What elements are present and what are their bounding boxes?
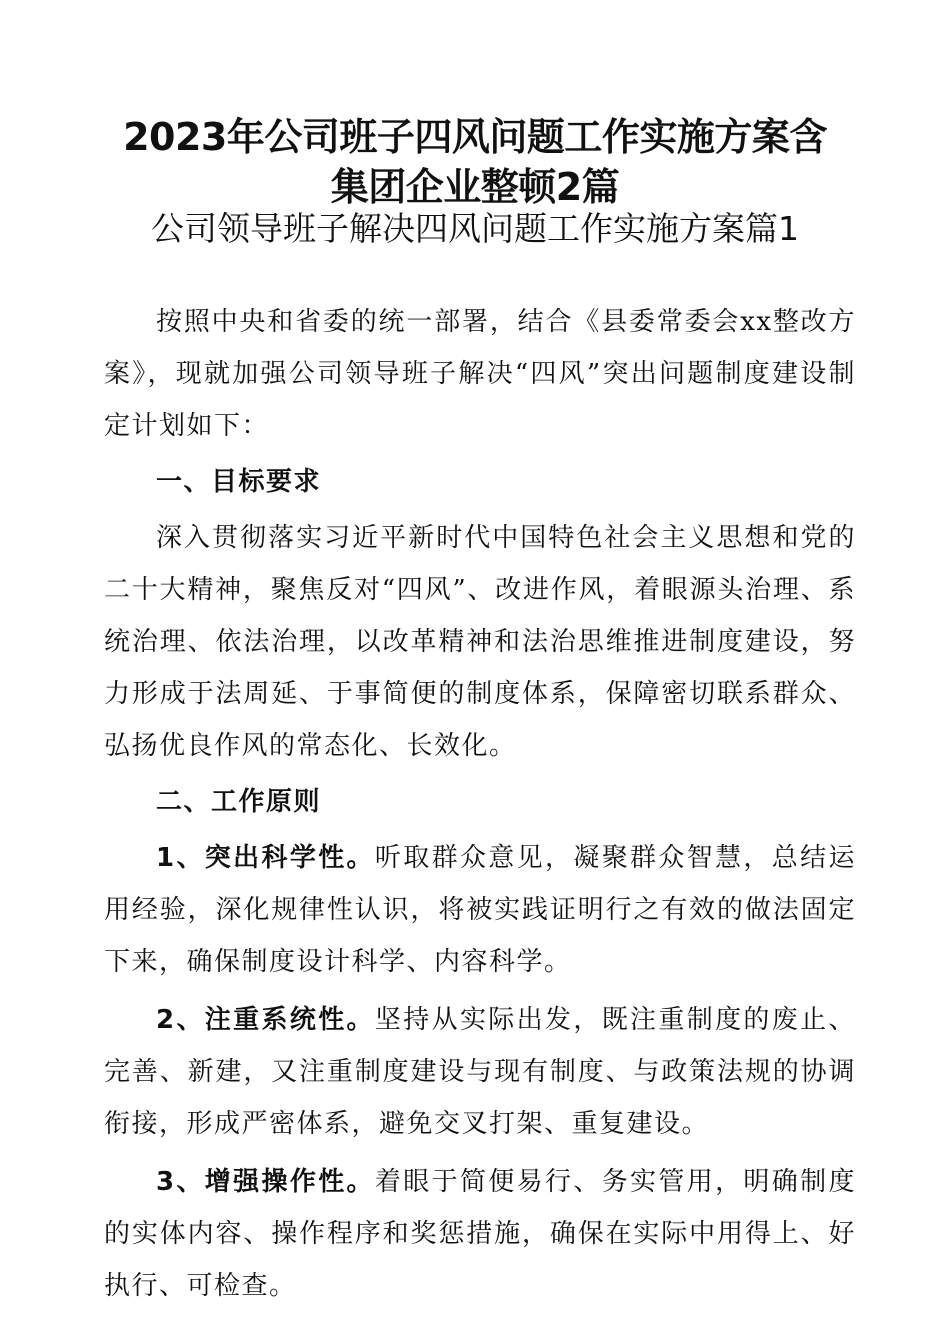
principle-item-1-lead: 1、突出科学性。 bbox=[156, 843, 375, 873]
principle-item-1 bbox=[104, 832, 856, 988]
document-title-line-2: 集团企业整顿2篇 bbox=[330, 165, 620, 209]
principle-item-2-text: 坚持从实际出发，既注重制度的废止、完善、新建，又注重制度建设与现有制度、与政策法规的协调衔接，形成严密体系，避免交叉打架、重复建设。 bbox=[104, 1005, 856, 1139]
document-subtitle: 公司领导班子解决四风问题工作实施方案篇1 bbox=[151, 209, 799, 248]
document-body bbox=[104, 296, 856, 1312]
document-title-line-1: 2023年公司班子四风问题工作实施方案含 bbox=[123, 115, 827, 159]
intro-paragraph: 按照中央和省委的统一部署，结合《县委常委会xx整改方案》，现就加强公司领导班子解决“四风”突出问题制度建设制定计划如下： bbox=[104, 307, 856, 441]
section-heading-principles: 二、工作原则 bbox=[156, 787, 322, 817]
goals-paragraph: 深入贯彻落实习近平新时代中国特色社会主义思想和党的二十大精神，聚焦反对“四风”、改进作风，着眼源头治理、系统治理、依法治理，以改革精神和法治思维推进制度建设，努力形成于法周延、于事简便的制度体系，保障密切联系群众、弘扬优良作风的常态化、长效化。 bbox=[104, 523, 856, 761]
section-heading-goals: 一、目标要求 bbox=[156, 467, 322, 497]
principle-item-1-text: 听取群众意见，凝聚群众智慧，总结运用经验，深化规律性认识，将被实践证明行之有效的做法固定下来，确保制度设计科学、内容科学。 bbox=[104, 843, 856, 977]
principle-item-3-text: 着眼于简便易行、务实管用，明确制度的实体内容、操作程序和奖惩措施，确保在实际中用得上、好执行、可检查。 bbox=[104, 1167, 856, 1301]
document-title bbox=[60, 112, 890, 212]
principle-item-3 bbox=[104, 1156, 856, 1312]
principle-item-2 bbox=[104, 994, 856, 1150]
principle-item-3-lead: 3、增强操作性。 bbox=[156, 1167, 375, 1197]
principle-item-2-lead: 2、注重系统性。 bbox=[156, 1005, 375, 1035]
